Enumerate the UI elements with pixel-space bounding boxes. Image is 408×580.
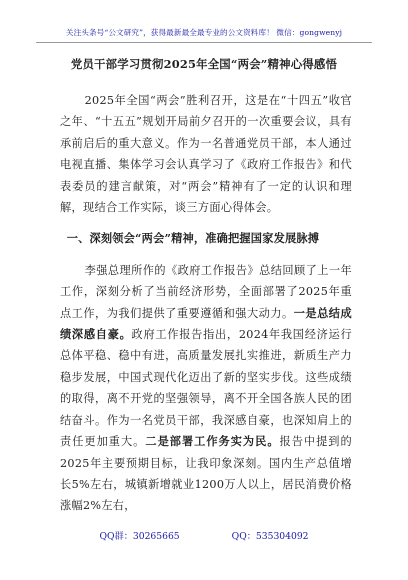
footer (0, 528, 408, 542)
paragraph-text: 报告中提到的2025年主要预期目标，让我印象深刻。国内生产总值增长5%左右，城镇新增就业1200万人以上，居民消费价格涨幅2%左右， (60, 435, 352, 513)
document-title: 党员干部学习贯彻2025年全国“两会”精神心得感悟 (70, 57, 338, 71)
highlight-point-1: 一是总结成绩深感自豪。 (60, 305, 352, 342)
footer-qq-group: QQ群：30265665 (99, 531, 180, 542)
footer-qq: QQ：535304092 (231, 531, 309, 542)
highlight-point-2: 二是部署工作务实为民。 (145, 434, 280, 449)
body-paragraph-2 (60, 260, 352, 517)
paragraph-text: 李强总理所作的《政府工作报告》总结回顾了上一年工作，深刻分析了当前经济形势，全面部署了2025年重点工作，为我们提供了重要遵循和强大动力。 (60, 263, 352, 320)
paragraph-text: 政府工作报告指出，2024年我国经济运行总体平稳、稳中有进，高质量发展扎实推进，新质生产力稳步发展，中国式现代化迈出了新的坚实步伐。这些成绩的取得，离不开党的坚强领导，离不开全国各族人民的团结奋斗。作为一名党员干部，我深感自豪，也深知肩上的责任更加重大。 (60, 328, 352, 449)
header-divider (36, 42, 372, 43)
document-body (60, 90, 352, 517)
section-heading-1: 一、深刻领会“两会”精神，准确把握国家发展脉搏 (66, 231, 320, 246)
header-note: 关注头条号“公文研究”，获得最新最全最专业的公文资料库！ 微信：gongwenyj (65, 28, 343, 37)
intro-paragraph: 2025年全国“两会”胜利召开，这是在“十四五”收官之年、“十五五”规划开局前夕召开的一次重要会议，具有承前启后的重大意义。作为一名普通党员干部，本人通过电视直播、集体学习会认真学习了《政府工作报告》和代表委员的建言献策，对“两会”精神有了一定的认识和理解，现结合工作实际，谈三方面心得体会。 (60, 94, 352, 215)
